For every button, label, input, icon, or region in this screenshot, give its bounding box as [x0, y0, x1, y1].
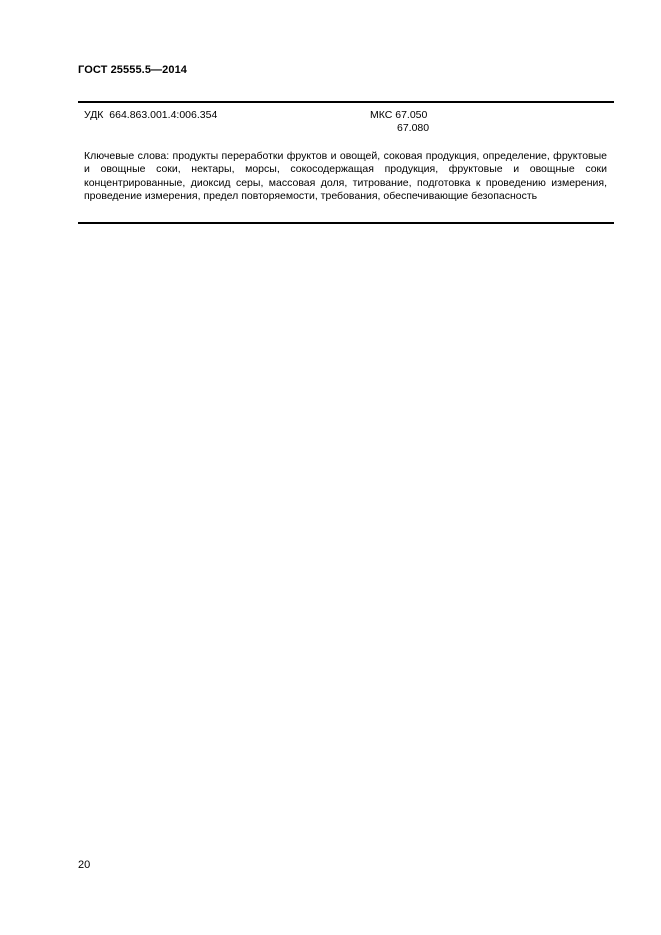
- mks-codes: [370, 109, 429, 135]
- top-divider: [78, 101, 614, 103]
- udk-code: УДК 664.863.001.4:006.354: [84, 109, 218, 121]
- mks-code-secondary: 67.080: [397, 122, 430, 134]
- mks-code-primary: МКС 67.050: [370, 109, 428, 121]
- keywords-paragraph: Ключевые слова: продукты переработки фруктов и овощей, соковая продукция, определение, фруктовые и овощные соки, нектары, морсы, сокосодержащая продукция, фруктовые и овощные соки концентрированные, диоксид серы, массовая доля, титрование, подготовка к проведению измерения, проведение измерения, предел повторяемости, требования, обеспечивающие безопасность: [84, 150, 607, 202]
- bottom-divider: [78, 222, 614, 224]
- page-number: 20: [78, 859, 91, 871]
- document-code: ГОСТ 25555.5—2014: [78, 64, 188, 76]
